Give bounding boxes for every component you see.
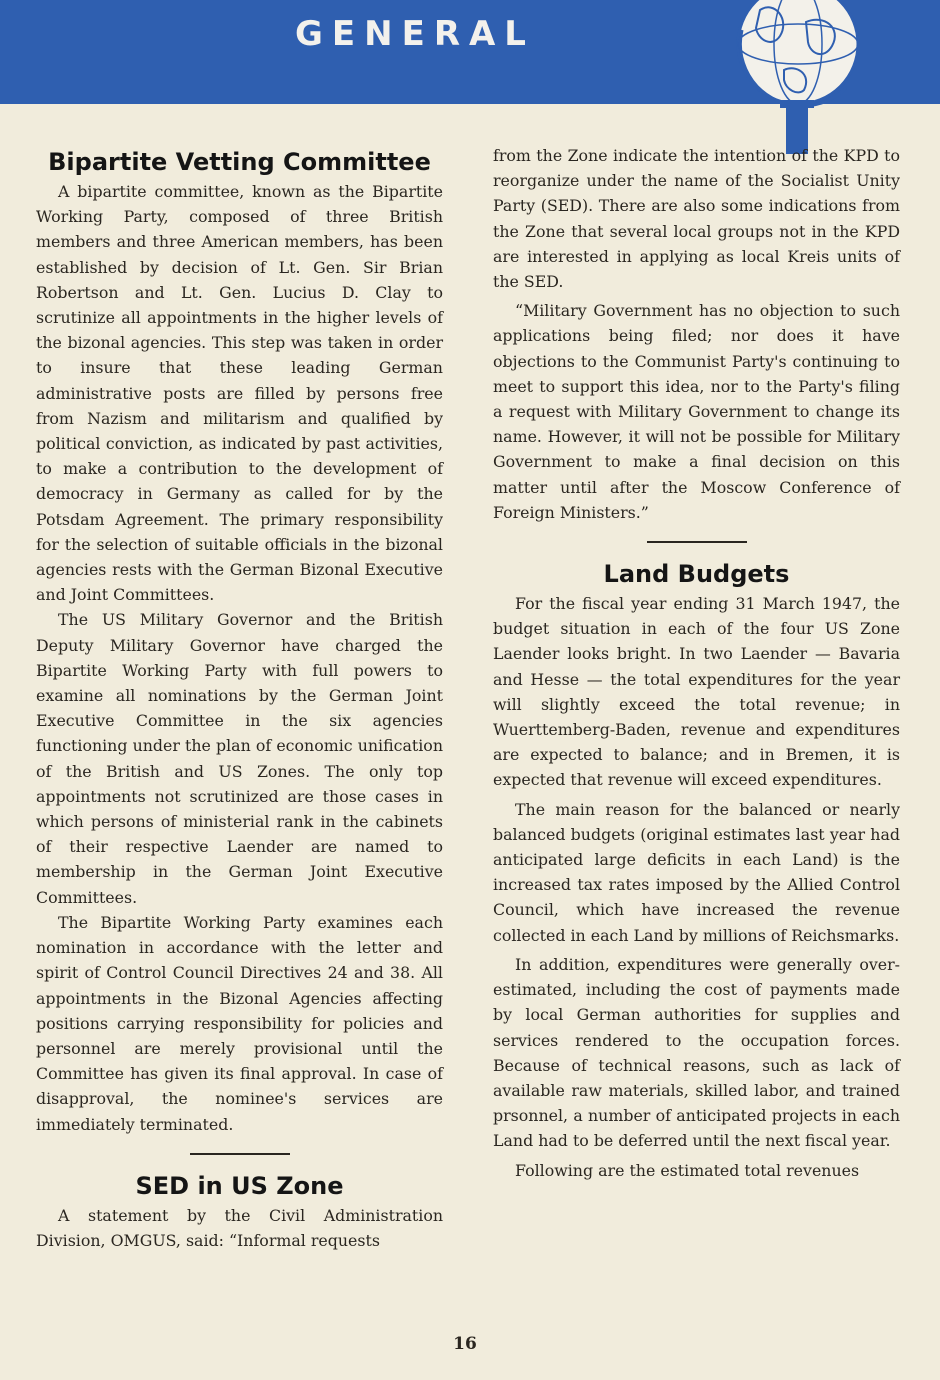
section-divider (190, 1153, 290, 1155)
land-budgets-heading: Land Budgets (603, 560, 790, 589)
bipartite-paragraph-3: The Bipartite Working Party examines each nomination in accordance with the letter and spirit of Control Council Directives 24 and 38. All appointments in the Bizonal Agencies affecting positions carrying responsibility for policies and personnel are merely provisional until the Committee has given its final approval. In case of disapproval, the nominee's services are immediately terminated. (36, 912, 443, 1134)
bipartite-heading: Bipartite Vetting Committee (48, 148, 431, 176)
right-column (493, 143, 900, 1183)
land-budgets-paragraph-3: In addition, expenditures were generally over-estimated, including the cost of payments made by local German authorities for supplies and services rendered to the occupation forces. Because of technical reasons, such as lack of available raw materials, skilled labor, and trained prsonnel, a number of anticipated projects in each Land had to be deferred until the next fiscal year. (493, 954, 900, 1151)
sed-continued-paragraph-1: from the Zone indicate the intention of the KPD to reorganize under the name of the Socialist Unity Party (SED). There are also some indications from the Zone that several local groups not in the KPD are interested in applying as local Kreis units of the SED. (493, 146, 900, 292)
globe-icon (720, 0, 880, 160)
section-divider (647, 541, 747, 543)
bipartite-paragraph-2: The US Military Governor and the British Deputy Military Governor have charged the Bipartite Working Party with full powers to examine all nominations by the German Joint Executive Committee in the six agencies functioning under the plan of economic unification of the British and US Zones. The only top appointments not scrutinized are those cases in which persons of ministerial rank in the cabinets of their respective Laender are named to membership in the German Joint Executive Committees. (36, 610, 443, 907)
bipartite-paragraph-1: A bipartite committee, known as the Bipartite Working Party, composed of three British members and three American members, has been established by decision of Lt. Gen. Sir Brian Robertson and Lt. Gen. Lucius D. Clay to scrutinize all appointments in the higher levels of the bizonal agencies. This step was taken in order to insure that these leading German administrative posts are filled by persons free from Nazism and militarism and qualified by political conviction, as indicated by past activities, to make a contribution to the development of democracy in Germany as called for by the Potsdam Agreement. The primary responsibility for the selection of suitable officials in the bizonal agencies rests with the German Bizonal Executive and Joint Committees. (36, 182, 443, 605)
sed-continued-paragraph-2: “Military Government has no objection to such applications being filed; nor does it have objections to the Communist Party's continuing to meet to support this idea, nor to the Party's filing a request with Military Government to change its name. However, it will not be possible for Military Government to make a final decision on this matter until after the Moscow Conference of Foreign Ministers.” (493, 301, 900, 522)
land-budgets-paragraph-4: Following are the estimated total revenues (515, 1160, 860, 1180)
sed-heading: SED in US Zone (135, 1171, 344, 1200)
land-budgets-paragraph-2: The main reason for the balanced or nearly balanced budgets (original estimates last year had anticipated large deficits in each Land) is the increased tax rates imposed by the Allied Control Council, which have increased the revenue collected in each Land by millions of Reichsmarks. (493, 799, 900, 945)
section-title: GENERAL (295, 14, 535, 54)
page-number: 16 (453, 1334, 477, 1354)
sed-paragraph-1: A statement by the Civil Administration Division, OMGUS, said: “Informal requests (36, 1205, 443, 1250)
left-column (36, 145, 443, 1253)
land-budgets-paragraph-1: For the fiscal year ending 31 March 1947, the budget situation in each of the four US Zone Laender looks bright. In two Laender — Bavaria and Hesse — the total expenditures for the year will slightly exceed the total revenue; in Wuerttemberg-Baden, revenue and expenditures are expected to balance; and in Bremen, it is expected that revenue will exceed expenditures. (493, 594, 900, 790)
